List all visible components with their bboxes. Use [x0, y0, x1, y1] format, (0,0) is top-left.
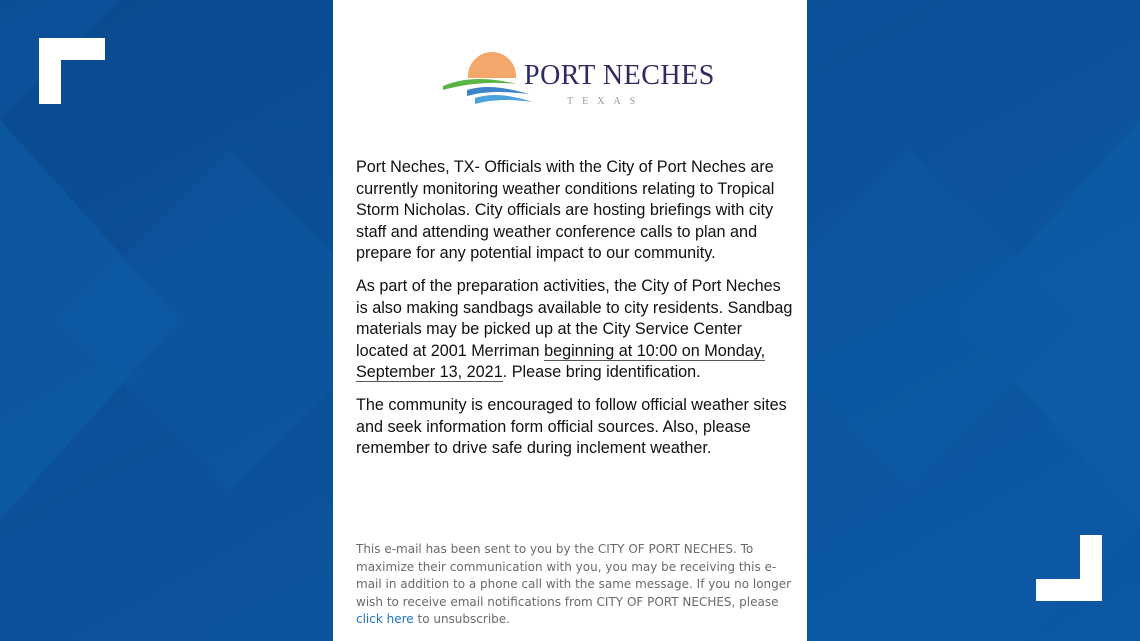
email-footer — [356, 541, 801, 629]
article-body — [356, 157, 796, 471]
port-neches-logo — [437, 46, 715, 116]
sandbag-date-highlight: beginning at 10:00 on Monday, September 13, 2021 — [356, 341, 766, 382]
footer-text-end: to unsubscribe. — [413, 612, 510, 627]
top-left-corner-bracket — [39, 38, 105, 104]
sunrise-waves-icon — [437, 46, 537, 116]
footer-text-start: This e-mail has been sent to you by the CITY OF PORT NECHES. To maximize their communication with you, you may be receiving this e-mail in addition to a phone call with the same message. If you no longer wish to receive email notifications from CITY OF PORT NECHES, please — [356, 542, 792, 609]
paragraph-3: The community is encouraged to follow official weather sites and seek information form official sources. Also, please remember to drive safe during inclement weather. — [356, 395, 787, 458]
bottom-right-corner-bracket — [1036, 535, 1102, 601]
paragraph-1: Port Neches, TX- Officials with the City of Port Neches are currently monitoring weather conditions relating to Tropical Storm Nicholas. City officials are hosting briefings with city staff and attending weather conference calls to plan and prepare for any potential impact to our community. — [356, 158, 775, 263]
paragraph-2-start: As part of the preparation activities, the City of Port Neches is also making sandbags available to city residents. Sandbag materials may be picked up at the City Service Center located at 2001 Merriman — [356, 276, 793, 360]
paragraph-2-end: . Please bring identification. — [502, 363, 701, 382]
unsubscribe-link[interactable]: click here — [356, 612, 414, 627]
paragraph-2 — [356, 276, 796, 384]
logo-subtitle: TEXAS — [567, 96, 645, 107]
logo-wordmark: PORT NECHES — [524, 60, 715, 91]
press-release-document — [333, 0, 807, 641]
